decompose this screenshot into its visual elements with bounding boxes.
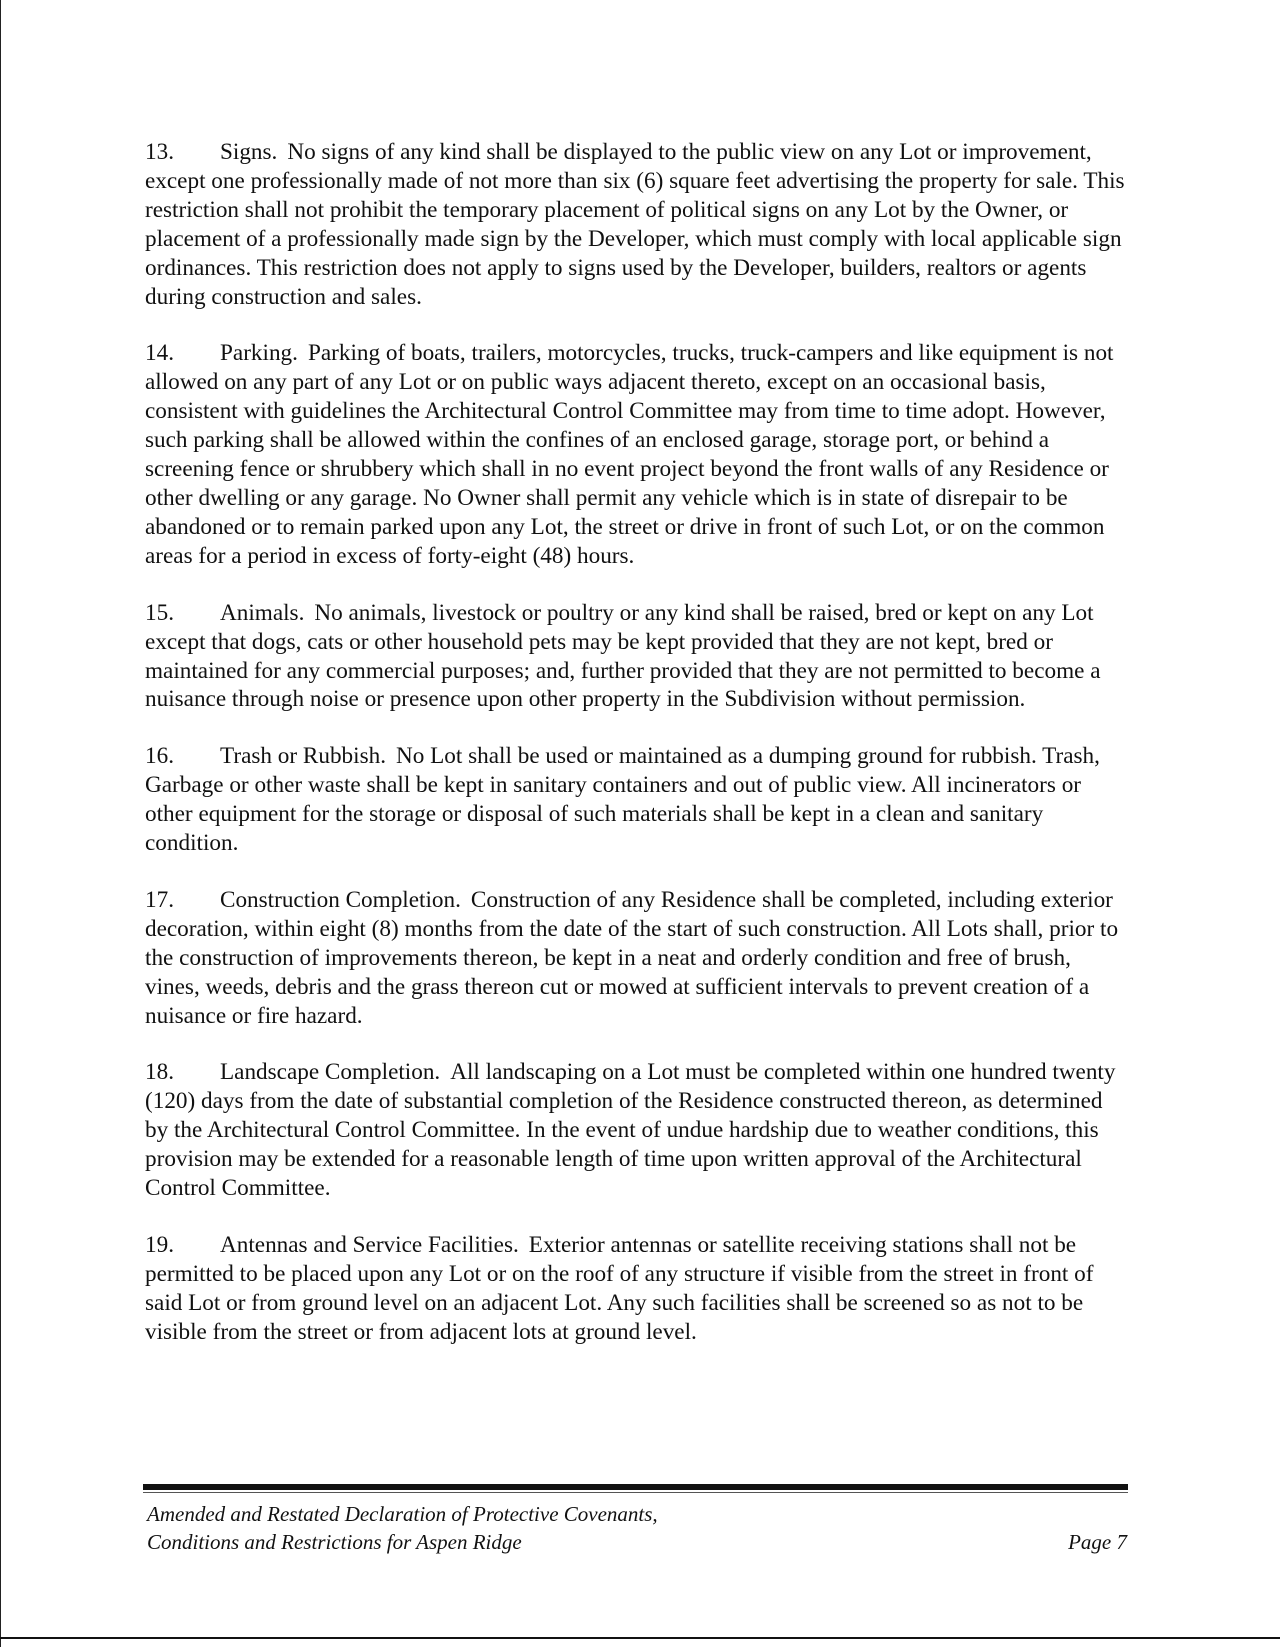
page-number: Page 7 xyxy=(1068,1530,1127,1554)
section-number: 13. xyxy=(145,139,174,165)
section-title: Parking. xyxy=(220,340,298,367)
section-number: 15. xyxy=(145,599,174,626)
footer-title-line-2: Conditions and Restrictions for Aspen Ridge xyxy=(147,1530,522,1554)
section-number: 18. xyxy=(145,1059,174,1086)
section-number: 16. xyxy=(145,743,174,770)
section-13 xyxy=(145,138,1130,311)
section-text: All landscaping on a Lot must be completed within one hundred twenty (120) days from the date of substantial completion of the Residence constructed thereon, as determined by the Architectural Control Committee. In the event of undue hardship due to weather conditions, this provision may be extended for a reasonable length of time upon written approval of the Architectural Control Committee. xyxy=(145,1059,1116,1202)
section-title: Antennas and Service Facilities. xyxy=(220,1232,519,1258)
section-text: Exterior antennas or satellite receiving stations shall not be permitted to be placed upon any Lot or on the roof of any structure if visible from the street in front of said Lot or from ground level on an adjacent Lot. Any such facilities shall be screened so as not to be visible from the street or from adjacent lots at ground level. xyxy=(145,1232,1094,1345)
footer-rule-thin xyxy=(143,1492,1128,1493)
page-footer xyxy=(147,1500,1127,1556)
section-text: Parking of boats, trailers, motorcycles, trucks, truck-campers and like equipment is not allowed on any part of any Lot or on public ways adjacent thereto, except on an occasional basis, consistent with guidelines the Architectural Control Committee may from time to time adopt. However, such parking shall be allowed within the confines of an enclosed garage, storage port, or behind a screening fence or shrubbery which shall in no event project beyond the front walls of any Residence or other dwelling or any garage. No Owner shall permit any vehicle which is in state of disrepair to be abandoned or to remain parked upon any Lot, the street or drive in front of such Lot, or on the common areas for a period in excess of forty-eight (48) hours. xyxy=(145,340,1114,569)
section-14 xyxy=(145,339,1130,570)
section-text: Construction of any Residence shall be completed, including exterior decoration, within eight (8) months from the date of the start of such construction. All Lots shall, prior to the construction of improvements thereon, be kept in a neat and orderly condition and free of brush, vines, weeds, debris and the grass thereon cut or mowed at sufficient intervals to prevent creation of a nuisance or fire hazard. xyxy=(145,886,1119,1029)
section-text: No Lot shall be used or maintained as a dumping ground for rubbish. Trash, Garbage or other waste shall be kept in sanitary containers and out of public view. All incinerators or other equipment for the storage or disposal of such materials shall be kept in a clean and sanitary condition. xyxy=(145,743,1100,857)
footer-rule-thick xyxy=(143,1484,1128,1490)
footer-document-title xyxy=(147,1500,658,1556)
section-16 xyxy=(145,742,1130,858)
scan-edge-left xyxy=(0,0,1,1647)
section-title: Trash or Rubbish. xyxy=(220,743,386,770)
section-number: 14. xyxy=(145,340,174,367)
section-title: Animals. xyxy=(220,599,305,626)
section-title: Landscape Completion. xyxy=(220,1059,441,1086)
section-title: Construction Completion. xyxy=(220,886,461,913)
document-body xyxy=(145,138,1130,1375)
section-18 xyxy=(145,1058,1130,1203)
footer-title-line-1: Amended and Restated Declaration of Protective Covenants, xyxy=(147,1502,658,1526)
section-number: 19. xyxy=(145,1232,174,1258)
section-17 xyxy=(145,886,1130,1031)
section-text: No animals, livestock or poultry or any kind shall be raised, bred or kept on any Lot except that dogs, cats or other household pets may be kept provided that they are not kept, bred or maintained for any commercial purposes; and, further provided that they are not permitted to become a nuisance through noise or presence upon other property in the Subdivision without permission. xyxy=(145,599,1101,713)
section-title: Signs. xyxy=(220,139,278,165)
section-text: No signs of any kind shall be displayed to the public view on any Lot or improvement, except one professionally made of not more than six (6) square feet advertising the property for sale. This restriction shall not prohibit the temporary placement of political signs on any Lot by the Owner, or placement of a professionally made sign by the Developer, which must comply with local applicable sign ordinances. This restriction does not apply to signs used by the Developer, builders, realtors or agents during construction and sales. xyxy=(145,139,1125,310)
scan-edge-bottom xyxy=(0,1637,1280,1639)
section-number: 17. xyxy=(145,886,174,913)
section-19 xyxy=(145,1231,1130,1347)
section-15 xyxy=(145,599,1130,715)
